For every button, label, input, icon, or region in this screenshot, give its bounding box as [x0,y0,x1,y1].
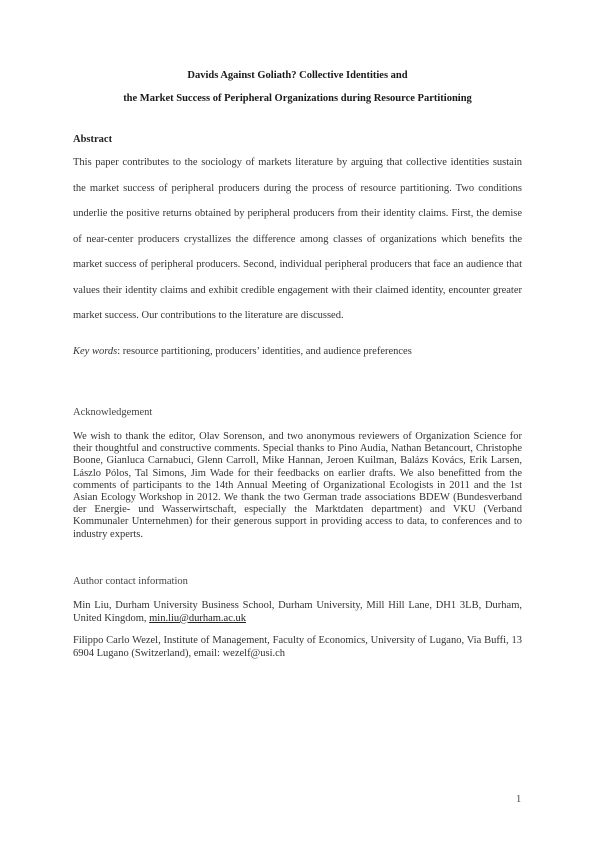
paper-title-line-1: Davids Against Goliath? Collective Identities and [187,70,408,81]
keywords-text: : resource partitioning, producers’ identities, and audience preferences [117,346,412,357]
acknowledgement-body: We wish to thank the editor, Olav Sorenson, and two anonymous reviewers of Organization Science for their thoughtful and constructive comments. Special thanks to Pino Audia, Nathan Betancourt, Christophe Boone, Gianluca Carnabuci, Glenn Carroll, Mike Hannan, Jeroen Kuilman, Balázs Kovács, Erik Larsen, Lászlo Pólos, Tal Simons, Jim Wade for their feedbacks on earlier drafts. We also benefitted from the comments of participants to the 14th Annual Meeting of Organizational Ecologists in 2011 and the 1st Asian Ecology Workshop in 2012. We thank the two German trade associations BDEW (Bundesverband der Energie- und Wasserwirtschaft, especially the Marktdaten department) and VKU (Verband Kommunaler Unternehmen) for their generous support in providing access to data, to conferences and to industry experts. [73,431,522,540]
author-2-contact: Filippo Carlo Wezel, Institute of Management, Faculty of Economics, University of Lugano, Via Buffi, 13 6904 Lugano (Switzerland), email: wezelf@usi.ch [73,635,522,659]
keywords-line [73,346,522,357]
author-1-email-link[interactable]: min.liu@durham.ac.uk [149,612,246,624]
acknowledgement-heading: Acknowledgement [73,407,153,418]
abstract-body: This paper contributes to the sociology of markets literature by arguing that collective identities sustain the market success of peripheral producers during the process of resource partitioning. Two conditions underlie the positive returns obtained by peripheral producers from their identity claims. First, the demise of near-center producers crystallizes the difference among classes of organizations which benefits the market success of peripheral producers. Second, individual peripheral producers that face an audience that values their identity claims and exhibit credible engagement with their claimed identity, encounter greater market success. Our contributions to the literature are discussed. [73,157,522,321]
abstract-heading: Abstract [73,134,113,145]
paper-title-line-2: the Market Success of Peripheral Organizations during Resource Partitioning [123,93,472,104]
contact-heading: Author contact information [73,576,188,587]
author-1-address: Min Liu, Durham University Business School, Durham University, Mill Hill Lane, DH1 3LB, Durham, United Kingdom, [73,600,522,624]
keywords-label: Key words [73,346,118,357]
author-1-contact [73,600,522,625]
page-number: 1 [516,794,522,805]
